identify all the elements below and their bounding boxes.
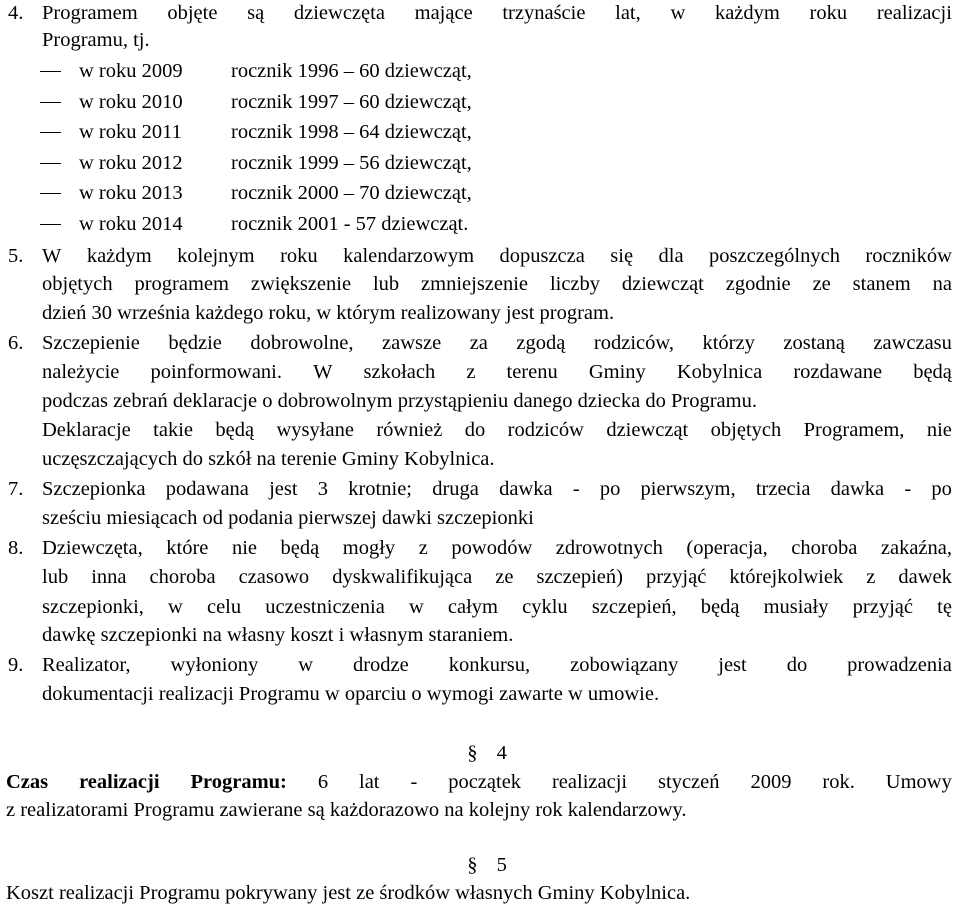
word: Deklaracje	[42, 419, 131, 441]
cohort-year: w roku 2011	[79, 121, 182, 143]
word: styczeń	[658, 771, 720, 793]
item-4-line-1	[42, 0, 952, 26]
word: czasowo	[238, 566, 310, 588]
item-8-line	[42, 535, 952, 561]
word: zobowiązany	[570, 654, 679, 676]
word: realizacji	[876, 2, 952, 24]
word: stanem	[852, 273, 911, 295]
word: z	[466, 361, 476, 383]
section-symbol: §	[467, 854, 478, 876]
word: nie	[926, 419, 952, 441]
word: terenu	[506, 361, 558, 383]
word: (operacja,	[686, 537, 768, 559]
word: -	[904, 478, 912, 500]
word: lat	[359, 771, 380, 793]
cohort-year: w roku 2014	[79, 213, 183, 235]
section-5-text: Koszt realizacji Programu pokrywany jest ze środków własnych Gminy Kobylnica.	[6, 882, 691, 904]
word: Kobylnica	[676, 361, 763, 383]
word: inna	[91, 566, 127, 588]
item-8-line	[42, 594, 952, 620]
word: Szczepionka	[42, 478, 146, 500]
word: tę	[937, 596, 952, 618]
word: ze	[812, 273, 831, 295]
word: lat,	[615, 2, 641, 24]
word: dziewcząt	[621, 273, 704, 295]
word: zwiększenie	[250, 273, 352, 295]
item-7-line	[42, 476, 952, 502]
section-number: 4	[496, 742, 507, 764]
word: mające	[414, 2, 473, 24]
word: są	[247, 2, 265, 24]
word: zawsze	[382, 332, 442, 354]
word: dziewczęta	[293, 2, 385, 24]
dash-bullet	[40, 132, 61, 133]
item-5-line	[42, 243, 952, 269]
item-7-number: 7.	[8, 478, 24, 500]
word: początek	[448, 771, 522, 793]
word: zgodnie	[725, 273, 791, 295]
word: rodziców	[507, 419, 584, 441]
word: lub	[372, 273, 400, 295]
word: roku	[280, 245, 318, 267]
word: dawek	[898, 566, 952, 588]
word: realizacji	[79, 771, 160, 793]
word: druga	[432, 478, 479, 500]
word: zostaną	[783, 332, 845, 354]
word: celu	[206, 596, 242, 618]
word: dawka	[499, 478, 553, 500]
word: dla	[658, 245, 684, 267]
word: na	[932, 273, 952, 295]
word: programem	[134, 273, 229, 295]
word: przyjąć	[645, 566, 707, 588]
word: -	[572, 478, 580, 500]
word: roczników	[865, 245, 952, 267]
word: 2009	[750, 771, 792, 793]
word: zmniejszenie	[421, 273, 529, 295]
word: ze	[495, 566, 514, 588]
word: zakaźna,	[880, 537, 952, 559]
word: rozdawane	[793, 361, 883, 383]
cohort-detail: rocznik 1996 – 60 dziewcząt,	[231, 60, 472, 82]
word: 6	[317, 771, 329, 793]
cohort-detail: rocznik 1998 – 64 dziewcząt,	[231, 121, 472, 143]
item-6-line	[42, 417, 952, 443]
dash-bullet	[40, 102, 61, 103]
word: szczepionki,	[42, 596, 144, 618]
cohort-detail: rocznik 1997 – 60 dziewcząt,	[231, 91, 472, 113]
word: w	[408, 596, 424, 618]
word: każdym	[86, 245, 152, 267]
word: przyjąć	[852, 596, 913, 618]
dash-bullet	[40, 224, 61, 225]
word: jest	[718, 654, 747, 676]
dash-bullet	[40, 71, 61, 72]
word: Dziewczęta,	[42, 537, 143, 559]
word: dyskwalifikująca	[332, 566, 473, 588]
word: takie	[153, 419, 194, 441]
item-7-line: sześciu miesiącach od podania pierwszej dawki szczepionki	[42, 507, 534, 529]
item-5-line	[42, 271, 952, 297]
word: Realizator,	[42, 654, 131, 676]
cohort-detail: rocznik 2001 - 57 dziewcząt.	[231, 213, 469, 235]
word: dobrowolne,	[250, 332, 354, 354]
cohort-year: w roku 2010	[79, 91, 183, 113]
word: wyłoniony	[170, 654, 259, 676]
word: liczby	[549, 273, 601, 295]
word: do	[464, 419, 486, 441]
section-4-heading	[0, 740, 960, 766]
word: szczepień,	[591, 596, 677, 618]
word: w	[168, 596, 183, 618]
section-symbol: §	[467, 742, 478, 764]
word: dawka	[830, 478, 885, 500]
item-5-line: dzień 30 września każdego roku, w którym realizowany jest program.	[42, 302, 615, 324]
word: kolejnym	[177, 245, 255, 267]
word: Gminy	[588, 361, 646, 383]
word: kalendarzowym	[343, 245, 475, 267]
word: wysyłane	[276, 419, 354, 441]
word: prowadzenia	[847, 654, 952, 676]
section-number: 5	[496, 854, 507, 876]
word: zgodą	[516, 332, 566, 354]
word: nie	[231, 537, 257, 559]
cohort-year: w roku 2012	[79, 152, 183, 174]
word: rok.	[822, 771, 855, 793]
item-8-line	[42, 564, 952, 590]
word: podawana	[165, 478, 249, 500]
word: powodów	[451, 537, 533, 559]
word: rodziców,	[593, 332, 674, 354]
word: trzecia	[755, 478, 811, 500]
item-6-number: 6.	[8, 332, 24, 354]
item-9-line: dokumentacji realizacji Programu w oparciu o wymogi zawarte w umowie.	[42, 683, 660, 705]
word: jest	[269, 478, 298, 500]
word: będą	[913, 361, 952, 383]
dash-bullet	[40, 193, 61, 194]
word: dziewcząt	[606, 419, 689, 441]
item-6-line	[42, 359, 952, 385]
item-9-number: 9.	[8, 654, 24, 676]
word: Programem	[42, 2, 138, 24]
item-5-number: 5.	[8, 245, 24, 267]
word: będą	[280, 537, 320, 559]
item-4-line-2: Programu, tj.	[42, 29, 150, 51]
word: 3	[317, 478, 329, 500]
word: również	[376, 419, 443, 441]
word: objętych	[42, 273, 113, 295]
cohort-year: w roku 2013	[79, 182, 183, 204]
word: po	[599, 478, 621, 500]
item-4-number: 4.	[8, 2, 24, 24]
word: objęte	[167, 2, 218, 24]
word: W	[42, 245, 62, 267]
word: szkołach	[363, 361, 436, 383]
word: będzie	[168, 332, 222, 354]
item-6-line: uczęszczających do szkół na terenie Gminy Kobylnica.	[42, 448, 495, 470]
word: poszczególnych	[709, 245, 840, 267]
word: W	[313, 361, 333, 383]
word: każdym	[714, 2, 780, 24]
word: drodze	[352, 654, 409, 676]
word: roku	[809, 2, 848, 24]
word: Szczepienie	[42, 332, 140, 354]
word: się	[610, 245, 634, 267]
word: zdrowotnych	[555, 537, 663, 559]
word: dopuszcza	[499, 245, 585, 267]
word: lub	[42, 566, 69, 588]
word: cyklu	[522, 596, 568, 618]
item-9-line	[42, 652, 952, 678]
word: -	[410, 771, 418, 793]
word: uczestniczenia	[265, 596, 385, 618]
word: poinformowani.	[150, 361, 282, 383]
word: w	[298, 654, 313, 676]
word: po	[931, 478, 952, 500]
word: trzynaście	[502, 2, 586, 24]
section-4-line-1	[6, 769, 952, 795]
word: konkursu,	[448, 654, 531, 676]
word: do	[786, 654, 808, 676]
item-8-number: 8.	[8, 537, 24, 559]
word: którzy	[702, 332, 755, 354]
word: musiały	[763, 596, 829, 618]
word: choroba	[149, 566, 216, 588]
dash-bullet	[40, 163, 61, 164]
word: które	[166, 537, 209, 559]
word: będą	[700, 596, 740, 618]
word: z	[866, 566, 876, 588]
word: realizacji	[551, 771, 628, 793]
cohort-detail: rocznik 1999 – 56 dziewcząt,	[231, 152, 472, 174]
word: objętych	[710, 419, 782, 441]
word: w	[670, 2, 686, 24]
word: Programu:	[190, 771, 287, 793]
item-6-line	[42, 330, 952, 356]
cohort-detail: rocznik 2000 – 70 dziewcząt,	[231, 182, 472, 204]
word: za	[469, 332, 488, 354]
word: szczepień)	[536, 566, 623, 588]
item-8-line: dawkę szczepionki na własny koszt i własnym staraniem.	[42, 624, 514, 646]
word: pierwszym,	[640, 478, 736, 500]
section-5-heading	[0, 852, 960, 878]
word: mogły	[342, 537, 396, 559]
cohort-year: w roku 2009	[79, 60, 183, 82]
word: zawczasu	[873, 332, 952, 354]
word: będą	[215, 419, 255, 441]
word: Czas	[6, 771, 49, 793]
word: krotnie;	[348, 478, 412, 500]
word: którejkolwiek	[729, 566, 844, 588]
word: z	[418, 537, 428, 559]
section-4-line-2: z realizatorami Programu zawierane są każdorazowo na kolejny rok kalendarzowy.	[6, 799, 687, 821]
item-6-line: podczas zebrań deklaracje o dobrowolnym przystąpieniu danego dziecka do Programu.	[42, 390, 757, 412]
word: należycie	[42, 361, 120, 383]
word: Programem,	[803, 419, 905, 441]
word: Umowy	[885, 771, 952, 793]
word: choroba	[791, 537, 858, 559]
word: całym	[447, 596, 498, 618]
